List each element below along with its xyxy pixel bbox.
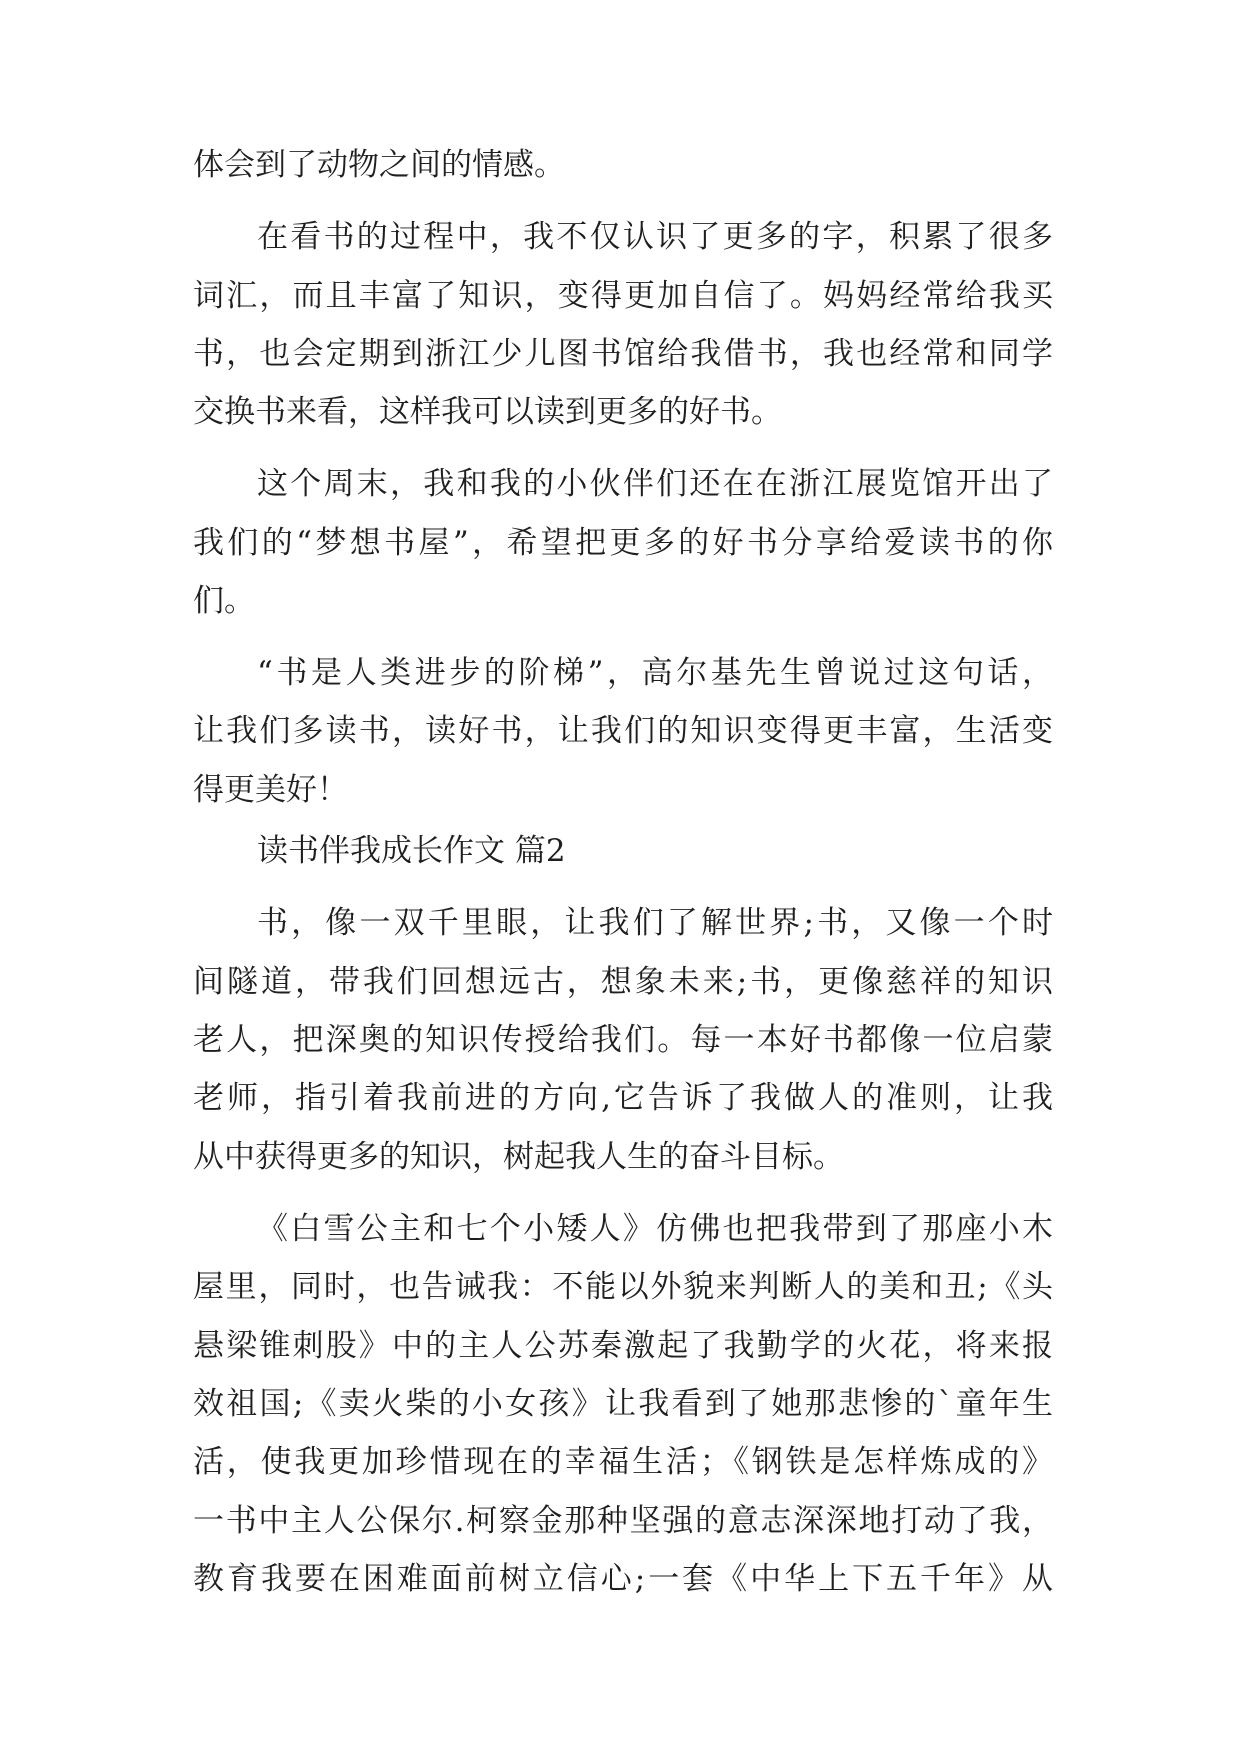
section-title: 读书伴我成长作文 篇2 [257,833,566,869]
paragraph-first-line: 在看书的过程中，我不仅认识了更多的字，积累了很多 [257,219,1053,255]
text-line: 得更美好！ [193,772,348,808]
text-line: 活，使我更加珍惜现在的幸福生活；《钢铁是怎样炼成的》 [193,1444,1053,1480]
text-line: 我们的“梦想书屋”，希望把更多的好书分享给爱读书的你 [193,525,1053,561]
text-line: 屋里，同时，也告诫我：不能以外貌来判断人的美和丑;《头 [193,1269,1053,1305]
text-line: 们。 [193,583,255,619]
text-line: 效祖国;《卖火柴的小女孩》让我看到了她那悲惨的`童年生 [193,1386,1053,1422]
text-line: 教育我要在困难面前树立信心;一套《中华上下五千年》从 [193,1561,1053,1597]
paragraph-first-line: 这个周末，我和我的小伙伴们还在在浙江展览馆开出了 [257,466,1053,502]
paragraph-first-line: 书，像一双千里眼，让我们了解世界;书，又像一个时 [257,905,1053,941]
text-line: 老师，指引着我前进的方向,它告诉了我做人的准则，让我 [193,1080,1053,1116]
text-line: 间隧道，带我们回想远古，想象未来;书，更像慈祥的知识 [193,964,1053,1000]
text-line: 从中获得更多的知识，树起我人生的奋斗目标。 [193,1139,844,1175]
text-line: 书，也会定期到浙江少儿图书馆给我借书，我也经常和同学 [193,336,1053,372]
paragraph-first-line: “书是人类进步的阶梯”，高尔基先生曾说过这句话， [257,655,1053,691]
text-line: 体会到了动物之间的情感。 [193,147,565,183]
text-line: 悬梁锥刺股》中的主人公苏秦激起了我勤学的火花，将来报 [193,1328,1053,1364]
text-line: 让我们多读书，读好书，让我们的知识变得更丰富，生活变 [193,713,1053,749]
paragraph-first-line: 《白雪公主和七个小矮人》仿佛也把我带到了那座小木 [257,1211,1053,1247]
text-line: 词汇，而且丰富了知识，变得更加自信了。妈妈经常给我买 [193,278,1053,314]
text-line: 一书中主人公保尔.柯察金那种坚强的意志深深地打动了我， [193,1503,1053,1539]
text-line: 老人，把深奥的知识传授给我们。每一本好书都像一位启蒙 [193,1022,1053,1058]
text-line: 交换书来看，这样我可以读到更多的好书。 [193,394,782,430]
